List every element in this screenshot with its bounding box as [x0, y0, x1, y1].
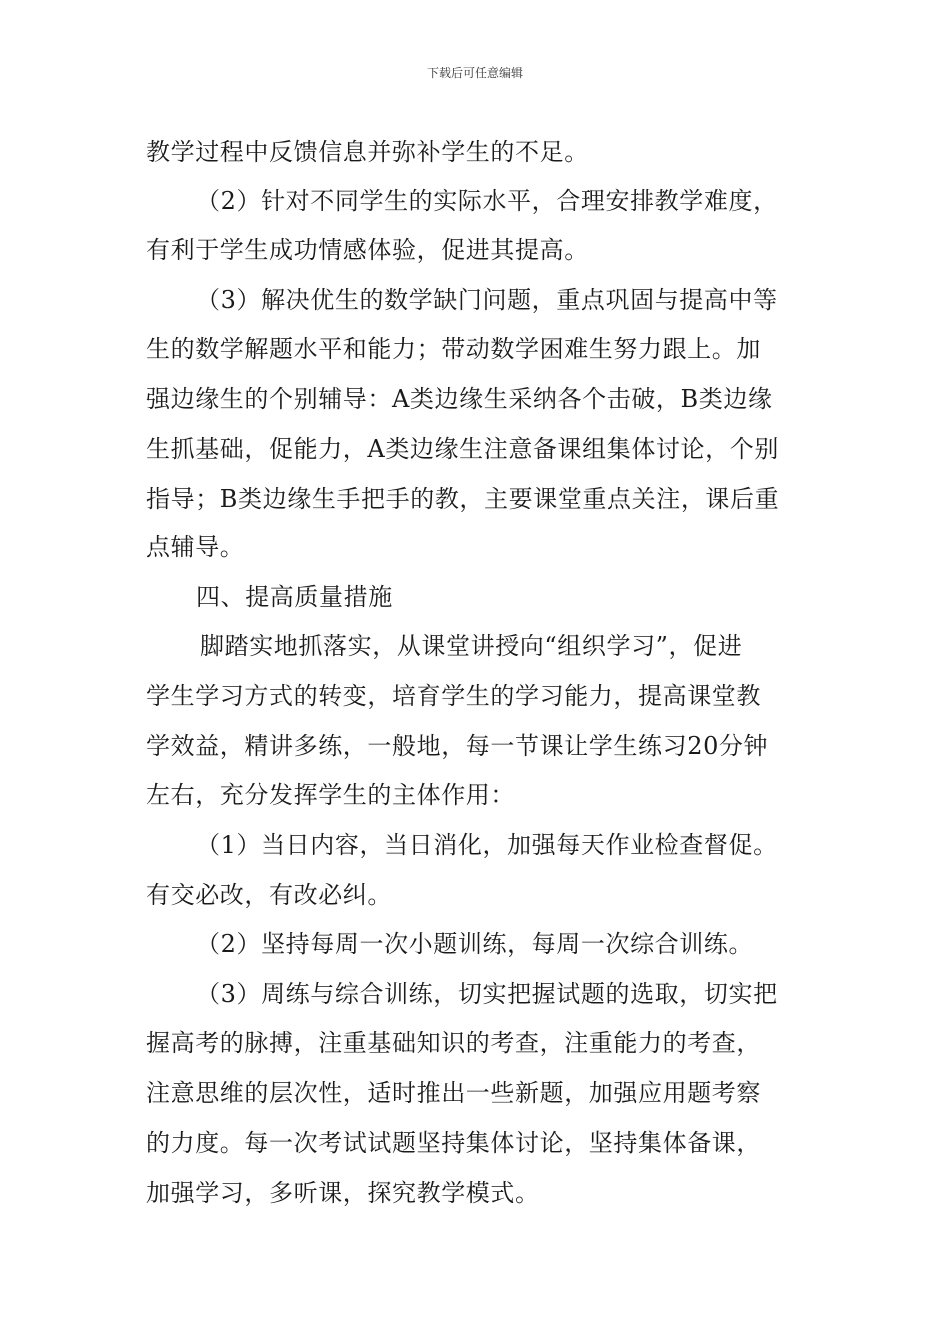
body-line: （2）坚持每周一次小题训练，每周一次综合训练。	[196, 930, 754, 958]
body-line: 脚踏实地抓落实，从课堂讲授向“组织学习”，促进	[200, 632, 743, 660]
body-line: （3）解决优生的数学缺门问题，重点巩固与提高中等	[196, 286, 778, 314]
body-line: （1）当日内容，当日消化，加强每天作业检查督促。	[196, 831, 778, 859]
body-line: （2）针对不同学生的实际水平，合理安排教学难度，	[196, 187, 778, 215]
body-line: 学生学习方式的转变，培育学生的学习能力，提高课堂教	[146, 682, 761, 710]
body-line: 点辅导。	[146, 533, 245, 561]
body-line: 强边缘生的个别辅导：A类边缘生采纳各个击破，B类边缘	[146, 385, 773, 413]
body-line: 有利于学生成功情感体验，促进其提高。	[146, 236, 589, 264]
page-header: 下载后可任意编辑	[426, 66, 523, 80]
body-line: 注意思维的层次性，适时推出一些新题，加强应用题考察	[146, 1079, 761, 1107]
body-line: 教学过程中反馈信息并弥补学生的不足。	[146, 138, 589, 166]
body-line: 有交必改，有改必纠。	[146, 881, 392, 909]
body-line: 的力度。每一次考试试题坚持集体讨论，坚持集体备课，	[146, 1129, 761, 1157]
section-heading: 四、提高质量措施	[196, 583, 393, 611]
body-line: 生抓基础，促能力，A类边缘生注意备课组集体讨论，个别	[146, 435, 779, 463]
body-line: 指导；B类边缘生手把手的教，主要课堂重点关注，课后重	[146, 485, 780, 513]
body-line: 加强学习，多听课，探究教学模式。	[146, 1179, 540, 1207]
body-line: 生的数学解题水平和能力；带动数学困难生努力跟上。加	[146, 335, 761, 363]
body-line: 学效益，精讲多练，一般地，每一节课让学生练习20分钟	[146, 732, 769, 760]
body-line: 左右，充分发挥学生的主体作用：	[146, 781, 515, 809]
body-line: （3）周练与综合训练，切实把握试题的选取，切实把	[196, 980, 778, 1008]
body-line: 握高考的脉搏，注重基础知识的考查，注重能力的考查，	[146, 1029, 761, 1057]
